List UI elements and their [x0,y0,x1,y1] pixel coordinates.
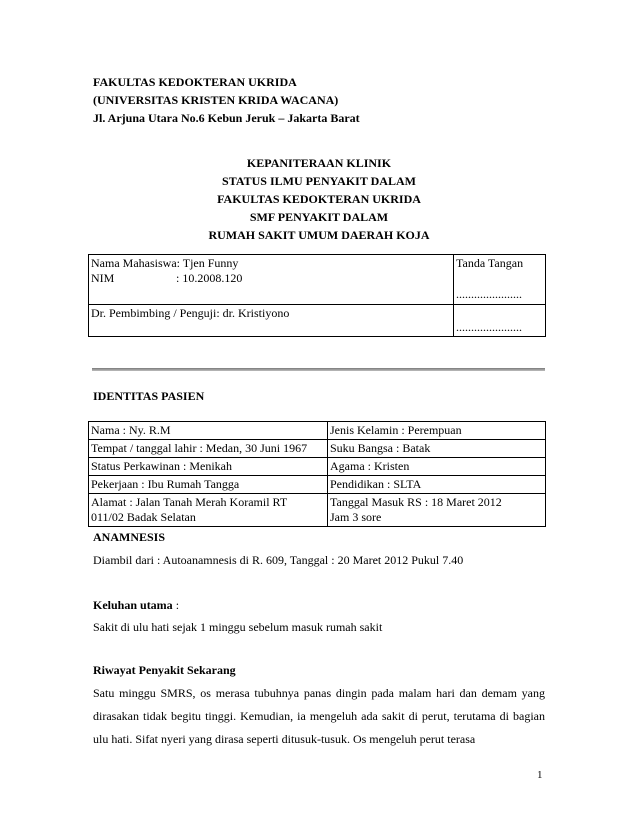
identity-cell: Status Perkawinan : Menikah [89,458,328,476]
signature-dots-2: ...................... [456,320,522,334]
student-name: Nama Mahasiswa: Tjen Funny [91,256,239,270]
title-line-4: SMF PENYAKIT DALAM [249,210,389,224]
signature-dots-1: ...................... [456,287,522,301]
patient-identity-table [88,421,546,527]
identity-cell: Nama : Ny. R.M [89,422,328,440]
student-nim-row [91,271,451,286]
identity-cell: Pendidikan : SLTA [328,476,546,494]
signature-label: Tanda Tangan [456,256,524,270]
keluhan-heading: Keluhan utama [93,598,173,612]
identity-cell: Suku Bangsa : Batak [328,440,546,458]
identity-cell: Tempat / tanggal lahir : Medan, 30 Juni 1967 [89,440,328,458]
identity-cell: Jenis Kelamin : Perempuan [328,422,546,440]
title-line-3: FAKULTAS KEDOKTERAN UKRIDA [217,192,421,206]
identity-cell: Agama : Kristen [328,458,546,476]
address-line-1: Alamat : Jalan Tanah Merah Koramil RT [91,495,288,509]
supervisor-signature-cell [454,305,546,337]
anamnesis-heading: ANAMNESIS [93,530,166,544]
riwayat-text: Satu minggu SMRS, os merasa tubuhnya panas dingin pada malam hari dan demam yang dirasakan tidak begitu tinggi. Kemudian, ia mengeluh ada sakit di perut, terutama di bagian ulu hati. Sifat nyeri yang dirasa seperti ditusuk-tusuk. Os mengeluh perut terasa [93,686,545,746]
riwayat-heading: Riwayat Penyakit Sekarang [93,663,236,677]
section-divider [92,368,545,371]
identity-cell-admission [328,494,546,527]
faculty-name: FAKULTAS KEDOKTERAN UKRIDA [93,75,297,89]
keluhan-text: Sakit di ulu hati sejak 1 minggu sebelum masuk rumah sakit [93,620,383,634]
address-line-2: 011/02 Badak Selatan [91,510,196,524]
title-line-1: KEPANITERAAN KLINIK [246,156,392,170]
nim-label: NIM [91,271,115,285]
student-table [88,254,546,337]
keluhan-colon: : [172,598,180,612]
admission-date: Tanggal Masuk RS : 18 Maret 2012 [330,495,502,509]
title-line-2: STATUS ILMU PENYAKIT DALAM [222,174,416,188]
keluhan-heading-row [93,597,179,614]
title-line-5: RUMAH SAKIT UMUM DAERAH KOJA [208,228,430,242]
page-number: 1 [537,769,543,781]
nim-value: : 10.2008.120 [176,271,243,285]
supervisor-name: Dr. Pembimbing / Penguji: dr. Kristiyono [91,306,290,320]
identity-cell: Pekerjaan : Ibu Rumah Tangga [89,476,328,494]
identity-cell-address [89,494,328,527]
signature-cell [454,255,546,305]
admission-time: Jam 3 sore [330,510,382,524]
faculty-address: Jl. Arjuna Utara No.6 Kebun Jeruk – Jakarta Barat [93,111,360,125]
identitas-heading: IDENTITAS PASIEN [93,389,205,403]
supervisor-cell [89,305,454,337]
student-info-cell [89,255,454,305]
anamnesis-source: Diambil dari : Autoanamnesis di R. 609, Tanggal : 20 Maret 2012 Pukul 7.40 [93,553,464,567]
university-name: (UNIVERSITAS KRISTEN KRIDA WACANA) [93,93,339,107]
